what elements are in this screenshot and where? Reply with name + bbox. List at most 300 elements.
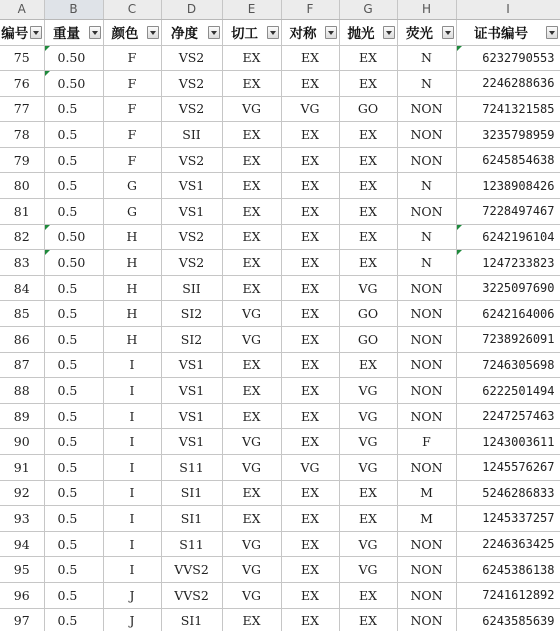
filter-dropdown-icon[interactable] — [208, 26, 220, 39]
cell-clarity[interactable] — [161, 352, 222, 378]
cell-symmetry[interactable] — [281, 608, 339, 631]
header-label: 净度 — [171, 26, 198, 42]
cell-value: EX — [300, 562, 320, 578]
cell-fluorescence[interactable] — [397, 224, 456, 250]
cell-cut[interactable] — [222, 429, 281, 455]
cell-clarity[interactable] — [161, 224, 222, 250]
cell-certificate[interactable] — [456, 378, 560, 404]
cell-weight[interactable] — [44, 301, 103, 327]
cell-clarity[interactable] — [161, 531, 222, 557]
cell-polish[interactable] — [339, 429, 397, 455]
cell-polish[interactable] — [339, 147, 397, 173]
cell-weight[interactable] — [44, 71, 103, 97]
table-row — [0, 403, 560, 429]
table-row — [0, 147, 560, 173]
header-cell-fluorescence[interactable] — [397, 19, 456, 45]
header-cell-cut[interactable] — [222, 19, 281, 45]
cell-certificate[interactable] — [456, 506, 560, 532]
header-label: 重量 — [53, 26, 80, 42]
column-letter-h[interactable]: H — [397, 0, 456, 19]
cell-symmetry[interactable] — [281, 173, 339, 199]
header-label: 颜色 — [111, 26, 139, 42]
cell-cut[interactable] — [222, 173, 281, 199]
cell-certificate[interactable] — [456, 147, 560, 173]
cell-fluorescence[interactable] — [397, 173, 456, 199]
cell-cut[interactable] — [222, 403, 281, 429]
cell-value: EX — [358, 587, 378, 603]
header-cell-clarity[interactable] — [161, 19, 222, 45]
cell-symmetry[interactable] — [281, 327, 339, 353]
cell-weight[interactable] — [44, 608, 103, 631]
cell-cut[interactable] — [222, 96, 281, 122]
cell-symmetry[interactable] — [281, 122, 339, 148]
cell-color[interactable] — [103, 582, 161, 608]
cell-value: 6243585639 — [482, 613, 555, 628]
filter-dropdown-icon[interactable] — [89, 26, 101, 39]
cell-symmetry[interactable] — [281, 224, 339, 250]
cell-certificate[interactable] — [456, 608, 560, 631]
cell-polish[interactable] — [339, 455, 397, 481]
cell-fluorescence[interactable] — [397, 429, 456, 455]
cell-fluorescence[interactable] — [397, 71, 456, 97]
cell-value: VG — [358, 536, 378, 552]
cell-value: H — [126, 255, 138, 271]
cell-cut[interactable] — [222, 275, 281, 301]
cell-id[interactable] — [0, 608, 44, 631]
cell-clarity[interactable] — [161, 71, 222, 97]
cell-certificate[interactable] — [456, 455, 560, 481]
cell-value: F — [127, 75, 137, 91]
cell-value: EX — [300, 383, 320, 399]
table-row — [0, 327, 560, 353]
cell-cut[interactable] — [222, 506, 281, 532]
cell-certificate[interactable] — [456, 301, 560, 327]
cell-value: 1247233823 — [482, 255, 555, 270]
cell-symmetry[interactable] — [281, 582, 339, 608]
cell-cut[interactable] — [222, 224, 281, 250]
cell-id[interactable] — [0, 429, 44, 455]
header-label: 证书编号 — [474, 26, 528, 42]
cell-symmetry[interactable] — [281, 506, 339, 532]
cell-value: EX — [300, 127, 320, 143]
cell-cut[interactable] — [222, 327, 281, 353]
filter-dropdown-icon[interactable] — [30, 26, 42, 39]
cell-value: I — [129, 357, 135, 373]
cell-fluorescence[interactable] — [397, 455, 456, 481]
cell-cut[interactable] — [222, 378, 281, 404]
cell-certificate[interactable] — [456, 429, 560, 455]
cell-cut[interactable] — [222, 557, 281, 583]
cell-weight[interactable] — [44, 250, 103, 276]
column-letter-i[interactable]: I — [456, 0, 560, 19]
cell-clarity[interactable] — [161, 301, 222, 327]
cell-symmetry[interactable] — [281, 403, 339, 429]
cell-symmetry[interactable] — [281, 275, 339, 301]
cell-cut[interactable] — [222, 608, 281, 631]
cell-color[interactable] — [103, 71, 161, 97]
cell-symmetry[interactable] — [281, 480, 339, 506]
cell-polish[interactable] — [339, 480, 397, 506]
filter-dropdown-icon[interactable] — [267, 26, 279, 39]
cell-weight[interactable] — [44, 199, 103, 225]
cell-weight[interactable] — [44, 173, 103, 199]
table-row — [0, 96, 560, 122]
cell-value: EX — [242, 75, 261, 91]
cell-value: 7228497467 — [482, 204, 555, 219]
cell-fluorescence[interactable] — [397, 122, 456, 148]
cell-weight[interactable] — [44, 403, 103, 429]
cell-symmetry[interactable] — [281, 71, 339, 97]
cell-value: 0.5 — [57, 562, 78, 578]
column-letter-d[interactable]: D — [161, 0, 222, 19]
column-letter-a[interactable]: A — [0, 0, 44, 19]
cell-clarity[interactable] — [161, 250, 222, 276]
cell-certificate[interactable] — [456, 327, 560, 353]
cell-fluorescence[interactable] — [397, 96, 456, 122]
column-letter-b[interactable]: B — [44, 0, 103, 19]
cell-value: VS2 — [178, 50, 205, 66]
cell-id[interactable] — [0, 506, 44, 532]
cell-fluorescence[interactable] — [397, 480, 456, 506]
cell-value: VG — [241, 587, 261, 603]
cell-polish[interactable] — [339, 403, 397, 429]
cell-value: 0.5 — [57, 331, 78, 347]
cell-color[interactable] — [103, 455, 161, 481]
cell-value: 7238926091 — [482, 332, 555, 347]
cell-symmetry[interactable] — [281, 96, 339, 122]
cell-symmetry[interactable] — [281, 455, 339, 481]
column-letter-e[interactable]: E — [222, 0, 281, 19]
cell-clarity[interactable] — [161, 506, 222, 532]
header-cell-certificate[interactable] — [456, 19, 560, 45]
cell-certificate[interactable] — [456, 250, 560, 276]
cell-id[interactable] — [0, 45, 44, 71]
cell-value: H — [126, 280, 138, 296]
cell-color[interactable] — [103, 96, 161, 122]
cell-weight[interactable] — [44, 224, 103, 250]
cell-value: 0.5 — [57, 536, 78, 552]
cell-value: NON — [410, 331, 443, 347]
cell-value: 6242164006 — [482, 306, 555, 321]
filter-dropdown-icon[interactable] — [442, 26, 454, 39]
cell-weight[interactable] — [44, 557, 103, 583]
cell-polish[interactable] — [339, 71, 397, 97]
filter-dropdown-icon[interactable] — [546, 26, 558, 39]
cell-color[interactable] — [103, 531, 161, 557]
cell-cut[interactable] — [222, 301, 281, 327]
cell-value: G — [127, 178, 137, 194]
column-letter-f[interactable]: F — [281, 0, 339, 19]
cell-value: 0.5 — [57, 101, 78, 117]
cell-id[interactable] — [0, 173, 44, 199]
cell-id[interactable] — [0, 557, 44, 583]
cell-value: NON — [410, 203, 443, 219]
cell-color[interactable] — [103, 378, 161, 404]
cell-certificate[interactable] — [456, 403, 560, 429]
cell-certificate[interactable] — [456, 582, 560, 608]
cell-symmetry[interactable] — [281, 250, 339, 276]
cell-value: 0.5 — [57, 587, 78, 603]
cell-cut[interactable] — [222, 71, 281, 97]
filter-dropdown-icon[interactable] — [383, 26, 395, 39]
cell-polish[interactable] — [339, 301, 397, 327]
cell-clarity[interactable] — [161, 480, 222, 506]
cell-color[interactable] — [103, 429, 161, 455]
cell-fluorescence[interactable] — [397, 352, 456, 378]
cell-clarity[interactable] — [161, 403, 222, 429]
cell-cut[interactable] — [222, 199, 281, 225]
cell-value: SII — [182, 127, 201, 143]
cell-weight[interactable] — [44, 96, 103, 122]
cell-color[interactable] — [103, 45, 161, 71]
cell-clarity[interactable] — [161, 327, 222, 353]
cell-value: 80 — [13, 178, 30, 194]
cell-clarity[interactable] — [161, 96, 222, 122]
cell-clarity[interactable] — [161, 45, 222, 71]
cell-fluorescence[interactable] — [397, 557, 456, 583]
cell-clarity[interactable] — [161, 122, 222, 148]
cell-fluorescence[interactable] — [397, 378, 456, 404]
cell-weight[interactable] — [44, 480, 103, 506]
cell-color[interactable] — [103, 608, 161, 631]
cell-color[interactable] — [103, 480, 161, 506]
cell-symmetry[interactable] — [281, 531, 339, 557]
cell-value: I — [129, 536, 135, 552]
cell-weight[interactable] — [44, 275, 103, 301]
cell-certificate[interactable] — [456, 122, 560, 148]
cell-fluorescence[interactable] — [397, 275, 456, 301]
table-row — [0, 250, 560, 276]
cell-value: GO — [357, 331, 379, 347]
cell-weight[interactable] — [44, 352, 103, 378]
cell-symmetry[interactable] — [281, 429, 339, 455]
cell-polish[interactable] — [339, 275, 397, 301]
cell-value: I — [129, 383, 135, 399]
cell-symmetry[interactable] — [281, 301, 339, 327]
cell-value: F — [127, 152, 137, 168]
cell-certificate[interactable] — [456, 480, 560, 506]
cell-value: VG — [358, 383, 378, 399]
cell-color[interactable] — [103, 122, 161, 148]
cell-weight[interactable] — [44, 45, 103, 71]
cell-cut[interactable] — [222, 531, 281, 557]
cell-fluorescence[interactable] — [397, 301, 456, 327]
cell-color[interactable] — [103, 199, 161, 225]
cell-clarity[interactable] — [161, 608, 222, 631]
cell-certificate[interactable] — [456, 275, 560, 301]
cell-cut[interactable] — [222, 250, 281, 276]
cell-polish[interactable] — [339, 327, 397, 353]
cell-cut[interactable] — [222, 122, 281, 148]
cell-polish[interactable] — [339, 250, 397, 276]
cell-symmetry[interactable] — [281, 199, 339, 225]
cell-value: NON — [410, 101, 443, 117]
cell-polish[interactable] — [339, 224, 397, 250]
cell-color[interactable] — [103, 352, 161, 378]
cell-fluorescence[interactable] — [397, 403, 456, 429]
cell-symmetry[interactable] — [281, 557, 339, 583]
cell-fluorescence[interactable] — [397, 147, 456, 173]
header-cell-polish[interactable] — [339, 19, 397, 45]
cell-certificate[interactable] — [456, 45, 560, 71]
cell-polish[interactable] — [339, 557, 397, 583]
cell-id[interactable] — [0, 96, 44, 122]
cell-polish[interactable] — [339, 531, 397, 557]
cell-id[interactable] — [0, 301, 44, 327]
cell-value: 0.5 — [57, 459, 78, 475]
cell-certificate[interactable] — [456, 96, 560, 122]
cell-value: NON — [410, 587, 443, 603]
cell-value: EX — [242, 510, 261, 526]
cell-value: 0.5 — [57, 485, 78, 501]
cell-polish[interactable] — [339, 506, 397, 532]
cell-polish[interactable] — [339, 122, 397, 148]
cell-certificate[interactable] — [456, 199, 560, 225]
cell-color[interactable] — [103, 147, 161, 173]
cell-clarity[interactable] — [161, 378, 222, 404]
cell-value: 2247257463 — [482, 409, 555, 424]
cell-symmetry[interactable] — [281, 45, 339, 71]
cell-fluorescence[interactable] — [397, 327, 456, 353]
cell-fluorescence[interactable] — [397, 250, 456, 276]
cell-id[interactable] — [0, 327, 44, 353]
cell-value: 7246305698 — [482, 357, 555, 372]
header-cell-color[interactable] — [103, 19, 161, 45]
cell-polish[interactable] — [339, 173, 397, 199]
cell-weight[interactable] — [44, 429, 103, 455]
cell-color[interactable] — [103, 250, 161, 276]
cell-polish[interactable] — [339, 96, 397, 122]
cell-id[interactable] — [0, 147, 44, 173]
cell-polish[interactable] — [339, 608, 397, 631]
cell-fluorescence[interactable] — [397, 199, 456, 225]
cell-id[interactable] — [0, 122, 44, 148]
cell-cut[interactable] — [222, 480, 281, 506]
cell-color[interactable] — [103, 173, 161, 199]
cell-certificate[interactable] — [456, 531, 560, 557]
cell-value: 82 — [13, 229, 30, 245]
cell-clarity[interactable] — [161, 429, 222, 455]
cell-value: SI1 — [180, 510, 203, 526]
cell-weight[interactable] — [44, 455, 103, 481]
cell-id[interactable] — [0, 224, 44, 250]
cell-id[interactable] — [0, 199, 44, 225]
cell-value: 1245576267 — [482, 460, 555, 475]
cell-value: EX — [300, 510, 320, 526]
filter-dropdown-icon[interactable] — [147, 26, 159, 39]
cell-polish[interactable] — [339, 45, 397, 71]
cell-certificate[interactable] — [456, 224, 560, 250]
cell-fluorescence[interactable] — [397, 531, 456, 557]
filter-dropdown-icon[interactable] — [325, 26, 337, 39]
cell-value: EX — [300, 152, 320, 168]
cell-certificate[interactable] — [456, 557, 560, 583]
cell-id[interactable] — [0, 582, 44, 608]
header-cell-symmetry[interactable] — [281, 19, 339, 45]
cell-cut[interactable] — [222, 45, 281, 71]
cell-color[interactable] — [103, 275, 161, 301]
cell-symmetry[interactable] — [281, 147, 339, 173]
cell-weight[interactable] — [44, 327, 103, 353]
cell-cut[interactable] — [222, 147, 281, 173]
cell-value: VG — [300, 101, 320, 117]
cell-id[interactable] — [0, 455, 44, 481]
cell-id[interactable] — [0, 480, 44, 506]
table-row — [0, 455, 560, 481]
cell-color[interactable] — [103, 301, 161, 327]
cell-weight[interactable] — [44, 531, 103, 557]
cell-clarity[interactable] — [161, 455, 222, 481]
cell-fluorescence[interactable] — [397, 582, 456, 608]
cell-value: VG — [300, 459, 320, 475]
cell-cut[interactable] — [222, 582, 281, 608]
cell-polish[interactable] — [339, 378, 397, 404]
table-row — [0, 582, 560, 608]
cell-id[interactable] — [0, 531, 44, 557]
cell-clarity[interactable] — [161, 199, 222, 225]
cell-color[interactable] — [103, 327, 161, 353]
cell-clarity[interactable] — [161, 275, 222, 301]
cell-weight[interactable] — [44, 378, 103, 404]
cell-polish[interactable] — [339, 352, 397, 378]
cell-id[interactable] — [0, 403, 44, 429]
cell-fluorescence[interactable] — [397, 45, 456, 71]
header-cell-id[interactable] — [0, 19, 44, 45]
cell-cut[interactable] — [222, 352, 281, 378]
cell-value: 93 — [13, 510, 30, 526]
cell-fluorescence[interactable] — [397, 506, 456, 532]
cell-color[interactable] — [103, 224, 161, 250]
cell-weight[interactable] — [44, 506, 103, 532]
cell-color[interactable] — [103, 403, 161, 429]
cell-weight[interactable] — [44, 147, 103, 173]
cell-id[interactable] — [0, 275, 44, 301]
cell-cut[interactable] — [222, 455, 281, 481]
cell-value: VS2 — [178, 101, 205, 117]
cell-clarity[interactable] — [161, 557, 222, 583]
cell-value: 0.5 — [57, 613, 78, 629]
cell-clarity[interactable] — [161, 173, 222, 199]
column-letter-g[interactable]: G — [339, 0, 397, 19]
cell-id[interactable] — [0, 71, 44, 97]
cell-polish[interactable] — [339, 582, 397, 608]
cell-value: 96 — [13, 587, 30, 603]
cell-weight[interactable] — [44, 122, 103, 148]
cell-value: VS2 — [178, 152, 205, 168]
cell-fluorescence[interactable] — [397, 608, 456, 631]
header-cell-weight[interactable] — [44, 19, 103, 45]
header-label: 对称 — [289, 26, 317, 42]
cell-id[interactable] — [0, 352, 44, 378]
cell-polish[interactable] — [339, 199, 397, 225]
cell-color[interactable] — [103, 557, 161, 583]
cell-value: EX — [300, 203, 320, 219]
cell-color[interactable] — [103, 506, 161, 532]
column-letter-c[interactable]: C — [103, 0, 161, 19]
cell-value: EX — [300, 613, 320, 629]
cell-symmetry[interactable] — [281, 352, 339, 378]
cell-clarity[interactable] — [161, 582, 222, 608]
cell-certificate[interactable] — [456, 71, 560, 97]
cell-clarity[interactable] — [161, 147, 222, 173]
cell-id[interactable] — [0, 378, 44, 404]
cell-symmetry[interactable] — [281, 378, 339, 404]
cell-certificate[interactable] — [456, 352, 560, 378]
cell-weight[interactable] — [44, 582, 103, 608]
cell-certificate[interactable] — [456, 173, 560, 199]
cell-value: 0.5 — [57, 434, 78, 450]
cell-id[interactable] — [0, 250, 44, 276]
